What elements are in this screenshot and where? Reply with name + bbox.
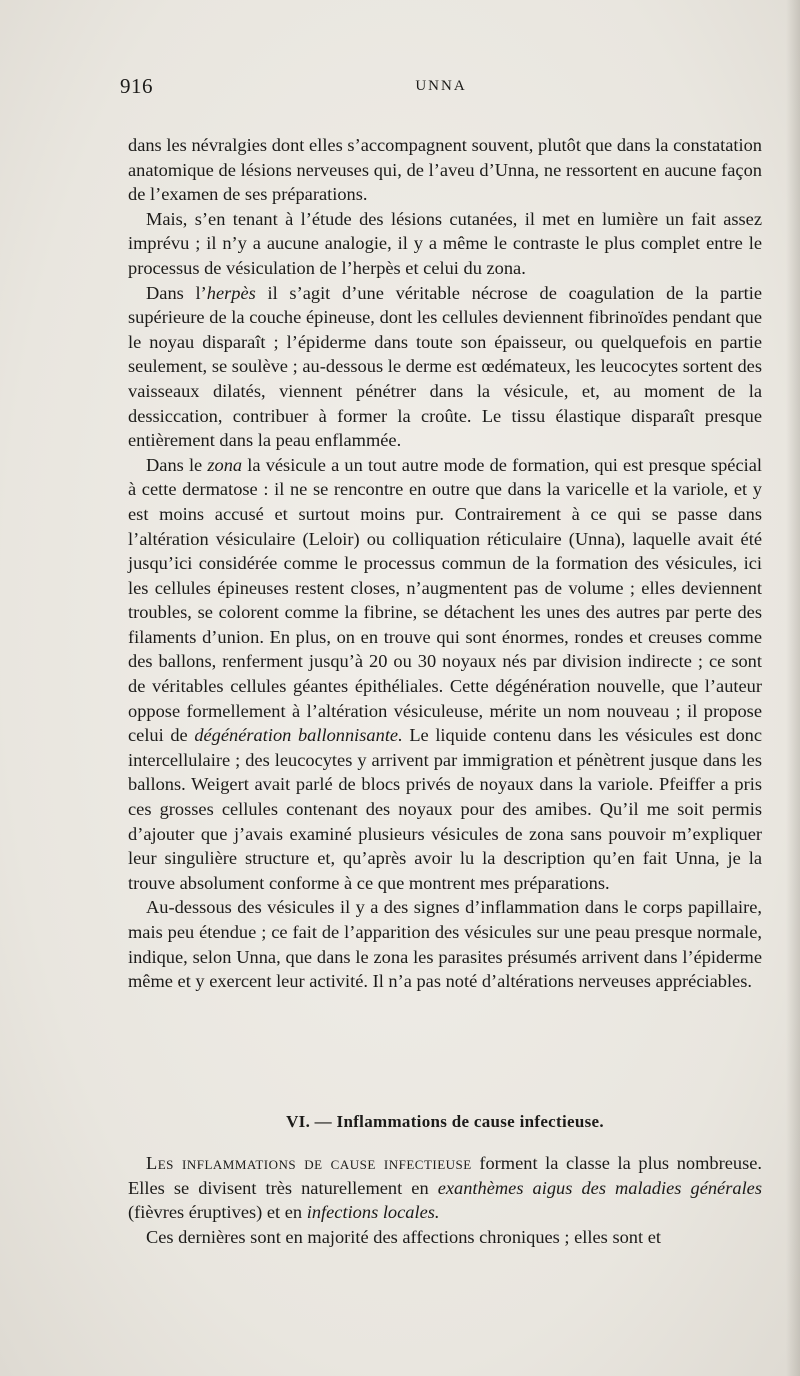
paragraph-4-start: Dans le [146,454,208,475]
body-text [128,133,762,994]
section-paragraph-1-term-1: exanthèmes aigus des maladies générales [437,1177,762,1198]
paragraph-4-rest: Le liquide contenu dans les vésicules est donc intercellulaire ; des leucocytes y arrivent par immigration et pénètrent jusque dans les ballons. Weigert avait parlé de blocs privés de noyaux dans la variole. Pfeiffer a pris ces grosses cellules contenant des noyaux pour des amibes. Qu’il me soit permis d’ajouter que j’avais examiné plusieurs vésicules de zona sans pouvoir m’expliquer leur singulière structure et, qu’après avoir lu la description qu’en fait Unna, je la trouve absolument conforme à ce que montrent mes préparations. [128,725,763,893]
paragraph-5: Au-dessous des vésicules il y a des signes d’inflammation dans le corps papillaire, mais peu étendue ; ce fait de l’apparition des vésicules sur une peau presque normale, indique, selon Unna, que dans le zona les parasites présumés arrivent dans l’épiderme même et y exercent leur activité. Il n’a pas noté d’altérations nerveuses appréciables. [128,897,762,992]
section-heading: VI. — Inflammations de cause infectieuse. [286,1112,604,1131]
page-number: 916 [120,74,153,98]
paragraph-3 [128,281,762,453]
section-text [128,1151,762,1249]
paragraph-3-term: herpès [206,282,256,303]
page-edge-shadow [786,0,800,1376]
section-paragraph-1-smallcaps: Les inflammations de cause infectieuse [146,1153,472,1173]
running-head: UNNA [415,78,467,94]
paragraph-3-rest: il s’agit d’une véritable nécrose de coagulation de la partie supérieure de la couche épineuse, dont les cellules deviennent fibrinoïdes pendant que le noyau disparaît ; l’épiderme dans toute son épaisseur, ou quelquefois en partie seulement, se soulève ; au-dessous le derme est œdémateux, les leucocytes sortent des vaisseaux dilatés, viennent pénétrer dans la vésicule, et, au moment de la dessiccation, contribuer à former la croûte. Le tissu élastique disparaît presque entièrement dans la peau enflammée. [128,282,762,451]
section-paragraph-1-term-2: infections locales. [306,1202,440,1223]
section-paragraph-1 [128,1151,762,1225]
paragraph-4-term: zona [207,454,243,475]
page-header [120,74,762,104]
paragraph-1: dans les névralgies dont elles s’accompagnent souvent, plutôt que dans la constatation anatomique de lésions nerveuses qui, de l’aveu d’Unna, ne ressortent en aucune façon de l’examen de ses préparations. [128,135,762,205]
paragraph-3-start: Dans l’ [146,282,207,303]
paragraph-4 [128,453,762,896]
paragraph-4-middle: la vésicule a un tout autre mode de formation, qui est presque spécial à cette dermatose : il ne se rencontre en outre que dans la varicelle et la variole, et y est moins accusé et surtout moins pur. Contrairement à ce qui se passe dans l’altération vésiculaire (Leloir) ou colliquation réticulaire (Unna), laquelle avait été jusqu’ici considérée comme le processus commun de la formation des vésicules, ici les cellules épineuses restent closes, n’augmentent pas de volume ; elles deviennent troubles, se colorent comme la fibrine, se détachent les unes des autres par perte des filaments d’union. En plus, on en trouve qui sont énormes, rondes et creuses comme des ballons, renferment jusqu’à 20 ou 30 noyaux nés par division indirecte ; ce sont de véritables cellules géantes épithéliales. Cette dégénération nouvelle, que l’auteur oppose formellement à l’altération vésiculeuse, mérite un nom nouveau ; il propose celui de [128,454,763,746]
section-paragraph-1-b: (fièvres éruptives) et en [128,1202,307,1223]
section-paragraph-1-a: forment la classe la plus nombreuse. Elles se divisent très naturellement en [128,1153,762,1198]
section-paragraph-2: Ces dernières sont en majorité des affections chroniques ; elles sont et [146,1226,661,1247]
paragraph-4-term-2: dégénération ballonnisante. [194,725,403,746]
paragraph-2: Mais, s’en tenant à l’étude des lésions cutanées, il met en lumière un fait assez imprévu ; il n’y a aucune analogie, il y a même le contraste le plus complet entre le processus de vésiculation de l’herpès et celui du zona. [128,208,762,278]
